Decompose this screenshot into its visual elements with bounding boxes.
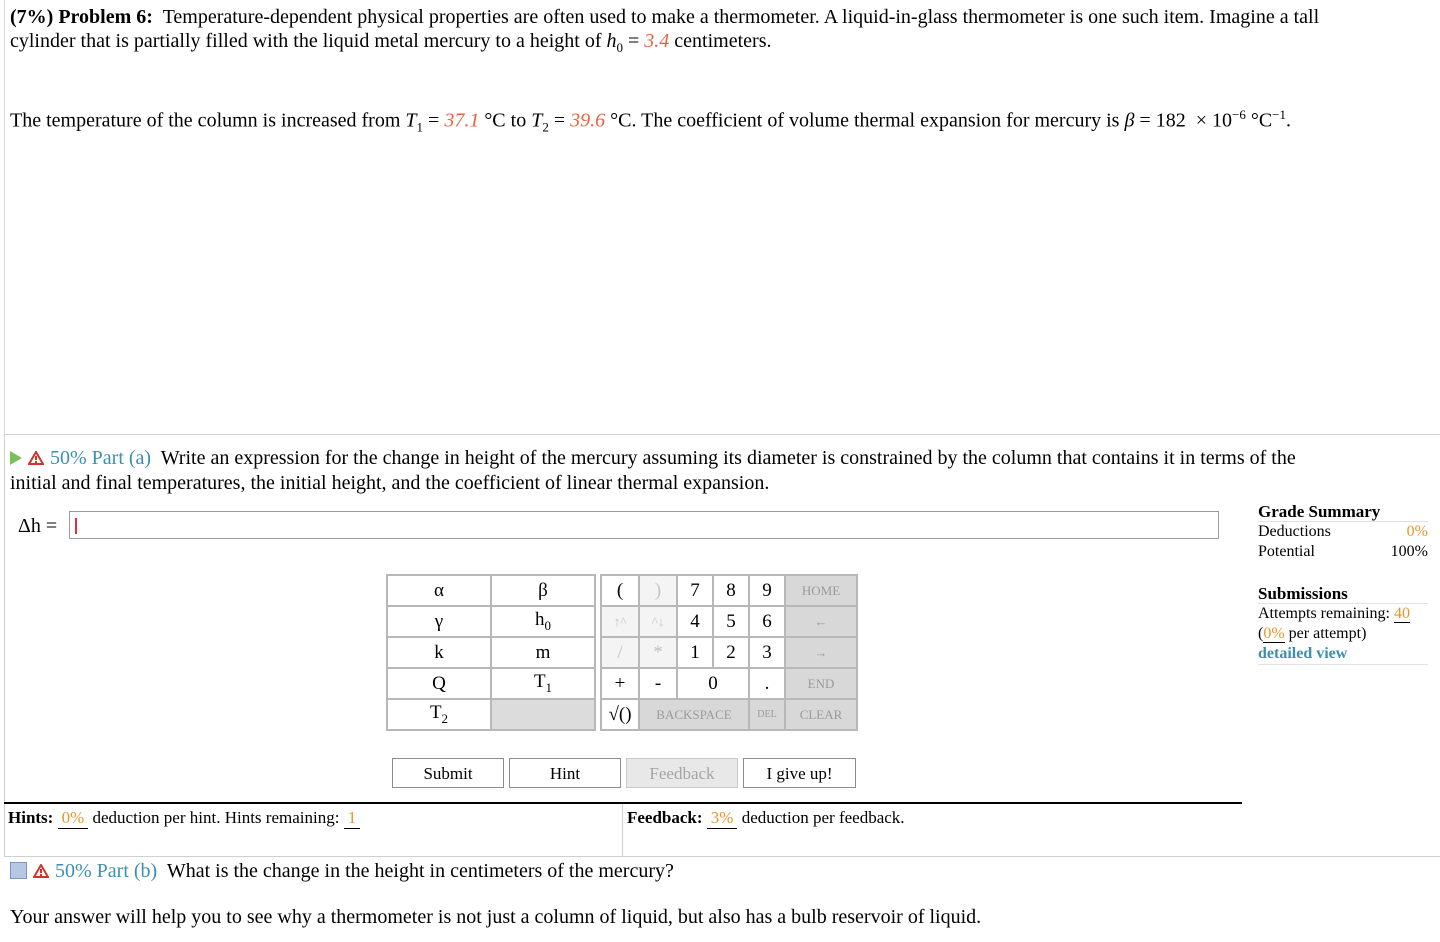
submissions-separator <box>1258 603 1428 604</box>
key-right-arrow[interactable]: → <box>785 637 857 668</box>
attempts-label: Attempts remaining: <box>1258 605 1390 622</box>
problem-statement-line1 <box>10 6 1319 29</box>
key-3[interactable]: 3 <box>749 637 785 668</box>
key-k[interactable]: k <box>387 637 491 668</box>
beta-end: . <box>1286 109 1292 132</box>
part-b-note: Your answer will help you to see why a thermometer is not just a column of liquid, but also has a bulb reservoir of liquid. <box>10 906 982 928</box>
key-end[interactable]: END <box>785 668 857 699</box>
deductions-label: Deductions <box>1258 523 1331 540</box>
h0-subscript: 0 <box>616 40 624 55</box>
key-del[interactable]: DEL <box>749 699 785 730</box>
key-beta[interactable]: β <box>491 575 595 606</box>
temp-prefix: The temperature of the column is increased from <box>10 109 401 132</box>
variables-keypad <box>386 574 596 731</box>
problem-text-2: cylinder that is partially filled with the liquid metal mercury to a height of <box>10 30 602 52</box>
key-8[interactable]: 8 <box>713 575 749 606</box>
detailed-view-link[interactable]: detailed view <box>1258 645 1348 662</box>
warning-icon <box>33 864 49 878</box>
key-down-power[interactable]: ^↓ <box>639 606 677 637</box>
key-t1[interactable]: $T_1$ <box>491 668 595 699</box>
submissions-title: Submissions <box>1258 584 1348 603</box>
key-9[interactable]: 9 <box>749 575 785 606</box>
hints-info <box>8 808 360 829</box>
key-plus[interactable]: + <box>601 668 639 699</box>
per-attempt-text: per attempt) <box>1288 625 1367 642</box>
key-h0[interactable]: $h_0$ <box>491 606 595 637</box>
feedback-button[interactable]: Feedback <box>626 758 738 788</box>
key-clear[interactable]: CLEAR <box>785 699 857 730</box>
expand-triangle-icon[interactable] <box>10 451 22 465</box>
key-up-power[interactable]: ↑^ <box>601 606 639 637</box>
hint-button[interactable]: Hint <box>509 758 621 788</box>
part-a-question-text1: Write an expression for the change in height of the mercury assuming its diameter is constrained by the column that contains it in terms of the <box>160 447 1296 469</box>
key-alpha[interactable]: α <box>387 575 491 606</box>
temperature-statement: The temperature of the column is increased from $T_1 = 37.1$ °C to $T_2 = 39.6$ °C. The coefficient of volume thermal expansion for mercury is $\beta = 182 \times 10^{-6}$ $^\circ C^{-1}$. <box>10 107 1292 135</box>
potential-value: 100% <box>1390 543 1428 560</box>
problem-title: Problem 6: <box>58 6 153 28</box>
text-cursor <box>75 518 77 534</box>
key-open-paren[interactable]: ( <box>601 575 639 606</box>
h0-unit: centimeters. <box>674 30 772 52</box>
feedback-label: Feedback: <box>627 808 703 827</box>
part-a-question-line1 <box>10 447 1296 470</box>
hint-deduction: 0% <box>58 808 89 829</box>
per-attempt-open: ( <box>1258 625 1264 642</box>
answer-label: Δh = <box>18 515 58 537</box>
key-q[interactable]: Q <box>387 668 491 699</box>
key-home[interactable]: HOME <box>785 575 857 606</box>
key-decimal[interactable]: . <box>749 668 785 699</box>
key-5[interactable]: 5 <box>713 606 749 637</box>
attempts-value: 40 <box>1393 605 1410 622</box>
feedback-info <box>627 808 905 829</box>
key-gamma[interactable]: γ <box>387 606 491 637</box>
part-b-question <box>10 860 674 883</box>
beta-exp: −6 <box>1231 107 1246 122</box>
left-border <box>4 0 5 434</box>
key-m[interactable]: m <box>491 637 595 668</box>
key-6[interactable]: 6 <box>749 606 785 637</box>
key-2[interactable]: 2 <box>713 637 749 668</box>
numeric-keypad <box>600 574 858 731</box>
warning-icon <box>28 451 44 465</box>
beta-mult: × 10 <box>1195 109 1232 132</box>
submit-button[interactable]: Submit <box>392 758 504 788</box>
key-7[interactable]: 7 <box>677 575 713 606</box>
grade-summary-title: Grade Summary <box>1258 502 1381 521</box>
collapsed-part-icon[interactable] <box>10 862 27 879</box>
per-attempt-value: 0% <box>1263 625 1285 642</box>
part-b-title: 50% Part (b) <box>55 860 158 882</box>
t1-value: 37.1 <box>444 109 480 132</box>
answer-input[interactable] <box>69 511 1219 539</box>
beta-value: 182 <box>1155 109 1186 132</box>
hints-divider <box>622 804 623 856</box>
part-a-question-line2 <box>10 472 769 495</box>
beta-unit: °C <box>1250 109 1273 132</box>
key-close-paren[interactable]: ) <box>639 575 677 606</box>
key-empty <box>491 699 595 730</box>
grade-separator <box>1258 521 1428 522</box>
key-left-arrow[interactable]: ← <box>785 606 857 637</box>
h0-symbol: h <box>606 30 617 52</box>
temp-mid: °C to <box>484 109 527 132</box>
grade-summary-table <box>1258 523 1428 563</box>
feedback-deduction: 3% <box>707 808 738 829</box>
deductions-row <box>1258 523 1428 543</box>
beta-text: °C. The coefficient of volume thermal expansion for mercury is <box>610 109 1120 132</box>
detailed-view-separator <box>1258 664 1428 665</box>
problem-weight: (7%) <box>10 6 54 28</box>
key-4[interactable]: 4 <box>677 606 713 637</box>
key-divide[interactable]: / <box>601 637 639 668</box>
key-0[interactable]: 0 <box>677 668 749 699</box>
deductions-value: 0% <box>1406 523 1428 540</box>
potential-label: Potential <box>1258 543 1315 560</box>
key-1[interactable]: 1 <box>677 637 713 668</box>
potential-row <box>1258 543 1428 563</box>
key-backspace[interactable]: BACKSPACE <box>639 699 749 730</box>
per-attempt <box>1258 625 1366 643</box>
key-t2[interactable]: $T_2$ <box>387 699 491 730</box>
t2-value: 39.6 <box>570 109 606 132</box>
key-minus[interactable]: - <box>639 668 677 699</box>
beta-unit-exp: −1 <box>1272 107 1287 122</box>
problem-text-1: Temperature-dependent physical properties are often used to make a thermometer. A liquid-in-glass thermometer is one such item. Imagine a tall <box>162 6 1320 28</box>
problem-statement-line2: cylinder that is partially filled with the liquid metal mercury to a height of $h_0 = 3.4$ centimeters. <box>10 30 772 55</box>
attempts-remaining <box>1258 605 1410 623</box>
give-up-button[interactable]: I give up! <box>743 758 856 788</box>
h0-value: 3.4 <box>644 30 670 52</box>
hints-label: Hints: <box>8 808 54 827</box>
part-a-question-text2: initial and final temperatures, the initial height, and the coefficient of linear thermal expansion. <box>10 472 770 494</box>
part-a-title: 50% Part (a) <box>50 447 152 469</box>
hints-remaining: 1 <box>344 808 361 829</box>
part-b-divider <box>4 856 1440 857</box>
part-b-question-text: What is the change in the height in centimeters of the mercury? <box>166 860 674 882</box>
hints-text: deduction per hint. Hints remaining: <box>92 808 340 827</box>
feedback-text: deduction per feedback. <box>741 808 905 827</box>
key-multiply[interactable]: * <box>639 637 677 668</box>
key-sqrt[interactable]: √() <box>601 699 639 730</box>
